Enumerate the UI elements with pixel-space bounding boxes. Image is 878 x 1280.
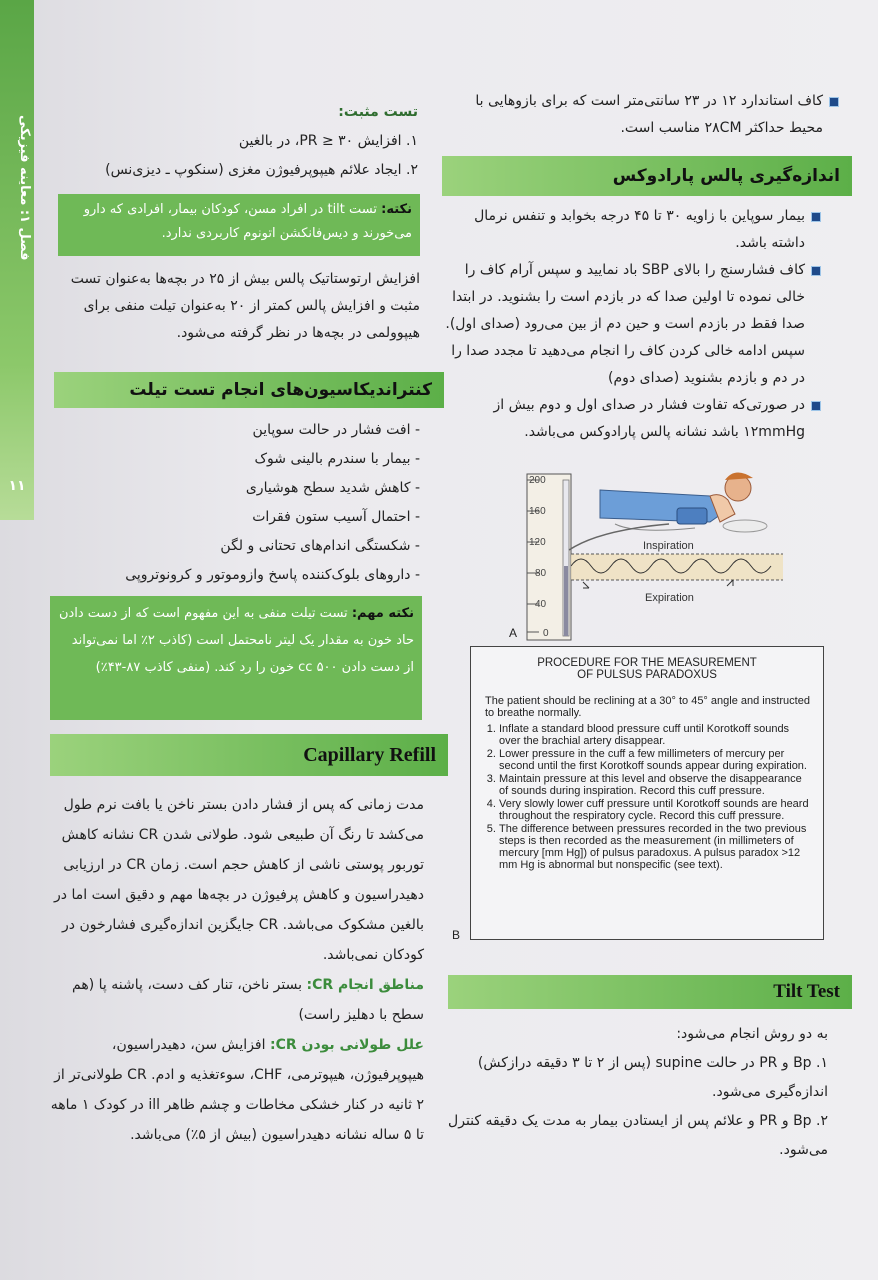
gauge-tick: 120 [529,537,546,548]
cr-paragraph: مدت زمانی که پس از فشار دادن بستر ناخن یا بافت نرم طول می‌کشد تا رنگ آن طبیعی شود. طولانی شدن CR نشانه کاهش توربور پوستی ناشی از کاهش حجم است. زمان CR در ارزیابی دهیدراسیون و کاهش پرفیوژن در بچه‌ها مهم و دقیق است اما در بالغین مشکوک می‌باشد. CR جایگزین اندازه‌گیری فشارخون در کودکان نمی‌باشد. [54,797,424,963]
positive-item: ۲. ایجاد علائم هیپوپرفیوژن مغزی (سنکوپ ـ دیزی‌نس) [105,162,418,178]
list-item: - احتمال آسیب ستون فقرات [252,509,420,525]
orthostatic-paragraph: افزایش ارتوستاتیک پالس بیش از ۲۵ در بچه‌ها به‌عنوان تست مثبت و افزایش پالس کمتر از ۲۰ به‌عنوان تیلت منفی برای هیپوولمی در بچه‌ها در نظر گرفته می‌شود. [70,271,420,341]
positive-test-section [50,98,418,185]
procedure-step: 2. Lower pressure in the cuff a few millimeters of mercury per second until the first Korotkoff sounds appear during expiration. [499,748,813,772]
note-text: تست تیلت منفی به این مفهوم است که از دست دادن حاد خون به مقدار یک لیتر نامحتمل است (کاذب ۲٪ اما نمی‌تواند از دست دادن ۵۰۰ cc خون را رد کند. (منفی کاذب ۸۷-۴۳٪) [58,606,414,675]
cr-causes-text: افزایش سن، دهیدراسیون، هیپوپرفیوژن، هیپوترمی، CHF، سوءتغذیه و ادم. CR طولانی‌تر از ۲ ثانیه در کنار خشکی مخاطات و چشم ظاهر ill در کودک ۱ ماهه تا ۵ ساله نشانه دهیدراسیون (بیش از ۵٪) می‌باشد. [50,1037,424,1143]
cuff-size-bullet: کاف استاندارد ۱۲ در ۲۳ سانتی‌متر است که برای بازوهایی با محیط حداکثر ۲۸CM مناسب است. [445,88,841,142]
contraindications-heading-text: کنتراندیکاسیون‌های انجام تست تیلت [129,380,432,400]
positive-title: تست مثبت: [338,104,418,120]
tilt-item: ۱. Bp و PR در حالت supine (پس از ۲ تا ۳ دقیقه درازکش) اندازه‌گیری می‌شود. [477,1055,828,1100]
procedure-box [470,646,824,940]
note-tilt [58,194,420,256]
inspiration-label: Inspiration [643,540,694,552]
figure-a-label: A [509,626,518,640]
note-text: تست tilt در افراد مسن، کودکان بیمار، افرادی که دارو می‌خورند و دیس‌فانکشن اتونوم کاربردی ندارد. [83,202,412,241]
capillary-refill-heading [50,734,448,776]
tilt-intro: به دو روش انجام می‌شود: [676,1026,828,1042]
cr-causes-label: علل طولانی بودن CR: [269,1037,424,1053]
cr-sites [48,970,424,1030]
procedure-step: 1. Inflate a standard blood pressure cuff until Korotkoff sounds over the brachial artery disappear. [499,723,813,747]
list-item: - شکستگی اندام‌های تحتانی و لگن [220,538,420,554]
pulsus-bullet-list [445,203,823,446]
procedure-intro: The patient should be reclining at a 30° to 45° angle and instructed to breathe normally. [485,695,810,719]
figure-b-label: B [452,928,461,942]
chapter-title: فصل ۱: معاینه فیزیکی [17,114,32,260]
cr-causes [48,1030,424,1150]
cr-sites-text: بستر ناخن، تنار کف دست، پاشنه پا (هم سطح با دهلیز راست) [72,977,424,1023]
procedure-step: 5. The difference between pressures recorded in the two previous steps is then recorded as the measurement (in millimeters of mercury [mm Hg]) of pulsus paradoxus. A pulsus paradox >12 mm Hg is abnormal but nonspecific (see text). [499,823,813,871]
tilt-heading [448,975,852,1009]
procedure-title [481,657,813,681]
note-label: نکته مهم: [351,606,414,621]
tilt-section [445,1020,828,1165]
capillary-refill-section [48,790,424,1150]
procedure-step: 4. Very slowly lower cuff pressure until Korotkoff sounds are heard throughout the respiratory cycle. Record this cuff pressure. [499,798,813,822]
page-number: ۱۱ [8,478,26,494]
tilt-item: ۲. Bp و PR و علائم پس از ایستادن بیمار به مدت یک دقیقه کنترل می‌شود. [448,1113,828,1158]
list-item: - بیمار با سندرم بالینی شوک [254,451,420,467]
tilt-heading-text: Tilt Test [773,981,840,1002]
contraindications-list [50,416,420,590]
cr-sites-label: مناطق انجام CR: [306,977,424,993]
gauge-tick: 160 [529,506,546,517]
expiration-label: Expiration [645,592,694,604]
note-label: نکته: [381,202,412,217]
contraindications-heading [54,372,444,408]
procedure-steps [481,723,813,871]
positive-item: ۱. افزایش PR ≥ ۳۰، در بالغین [238,133,418,149]
procedure-step: 3. Maintain pressure at this level and observe the disappearance of sounds during inspiration. Record this cuff pressure. [499,773,813,797]
gauge-tick: 200 [529,475,546,486]
pulsus-bullet: کاف فشارسنج را بالای SBP باد نمایید و سپس آرام کاف را خالی نموده تا اولین صدا که در بازدم است را بشنوید. در ابتدا صدا فقط در بازدم است و حین دم از بین می‌رود (صدای اول). سپس ادامه خالی کردن کاف را انجام می‌دهید تا مجدد صدا را در دم و بازدم بشنوید (صدای دوم) [445,257,823,392]
list-item: - افت فشار در حالت سوپاین [252,422,420,438]
pulsus-heading [442,156,852,196]
pulsus-figure-a [505,470,785,642]
pulsus-bullet: در صورتی‌که تفاوت فشار در صدای اول و دوم بیش از ۱۲mmHg باشد نشانه پالس پارادوکس می‌باشد. [445,392,823,446]
procedure-title-line: PROCEDURE FOR THE MEASUREMENT [537,657,757,669]
gauge-tick: 80 [535,568,547,579]
pulsus-bullet: بیمار سوپاین با زاویه ۳۰ تا ۴۵ درجه بخوابد و تنفس نرمال داشته باشد. [445,203,823,257]
gauge-tick: 0 [543,628,549,639]
gauge-tick: 40 [535,599,547,610]
list-item: - داروهای بلوک‌کننده پاسخ وازوموتور و کرونوتروپی [125,567,420,583]
list-item: - کاهش شدید سطح هوشیاری [245,480,420,496]
capillary-refill-heading-text: Capillary Refill [303,743,436,766]
procedure-title-line: OF PULSUS PARADOXUS [577,669,717,681]
note-important [50,596,422,720]
pulsus-heading-text: اندازه‌گیری پالس پارادوکس [612,166,840,186]
chapter-side-tab [0,0,34,520]
